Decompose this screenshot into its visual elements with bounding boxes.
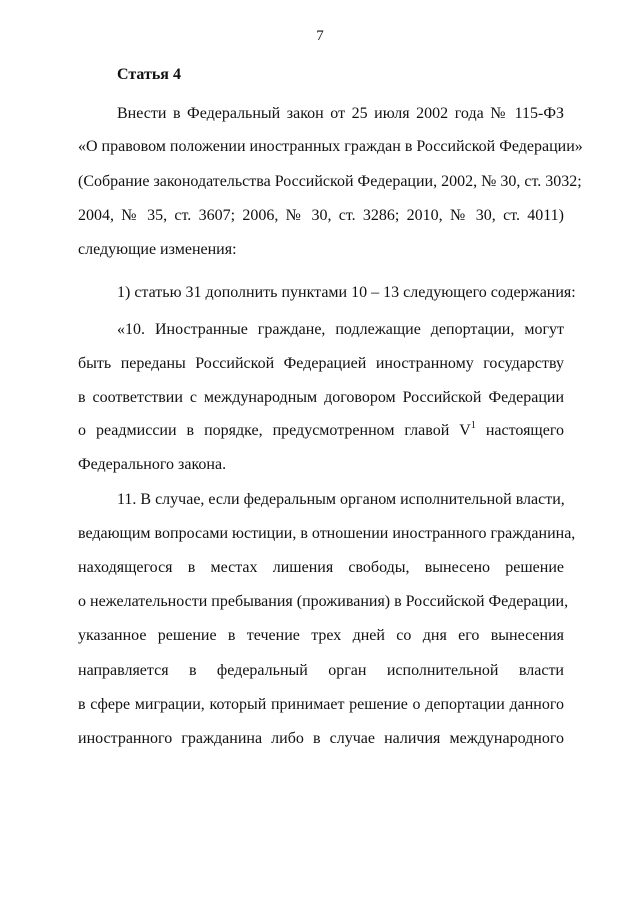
text-line: «10. Иностранные граждане, подлежащие депортации, могут — [117, 321, 564, 338]
text-segment: о реадмиссии в порядке, предусмотренном главой V — [78, 422, 471, 439]
text-line: в сфере миграции, который принимает решение о депортации данного — [78, 696, 564, 713]
article-heading: Статья 4 — [117, 66, 181, 83]
text-line: иностранного гражданина либо в случае наличия международного — [78, 730, 564, 747]
text-line: указанное решение в течение трех дней со дня его вынесения — [78, 627, 564, 644]
text-line: о нежелательности пребывания (проживания) в Российской Федерации, — [78, 593, 569, 610]
text-line: в соответствии с международным договором Российской Федерации — [78, 389, 564, 406]
text-line: «О правовом положении иностранных граждан в Российской Федерации» — [78, 138, 583, 155]
text-line: Федерального закона. — [78, 456, 227, 473]
text-line: 11. В случае, если федеральным органом исполнительной власти, — [117, 491, 565, 508]
page-number: 7 — [316, 28, 324, 44]
text-line: 2004, № 35, ст. 3607; 2006, № 30, ст. 3286; 2010, № 30, ст. 4011) — [78, 207, 564, 224]
text-line: ведающим вопросами юстиции, в отношении иностранного гражданина, — [78, 525, 576, 542]
text-line: направляется в федеральный орган исполнительной власти — [78, 662, 564, 679]
text-line: Внести в Федеральный закон от 25 июля 2002 года № 115-ФЗ — [117, 105, 564, 122]
text-line: быть переданы Российской Федерацией иностранному государству — [78, 355, 564, 372]
text-line: следующие изменения: — [78, 241, 237, 258]
text-line: находящегося в местах лишения свободы, вынесено решение — [78, 559, 564, 576]
text-line-with-superscript — [78, 421, 564, 441]
text-line: (Собрание законодательства Российской Федерации, 2002, № 30, ст. 3032; — [78, 173, 582, 190]
text-line: 1) статью 31 дополнить пунктами 10 – 13 следующего содержания: — [117, 284, 576, 301]
text-segment: настоящего — [485, 422, 565, 439]
superscript: 1 — [470, 420, 476, 431]
